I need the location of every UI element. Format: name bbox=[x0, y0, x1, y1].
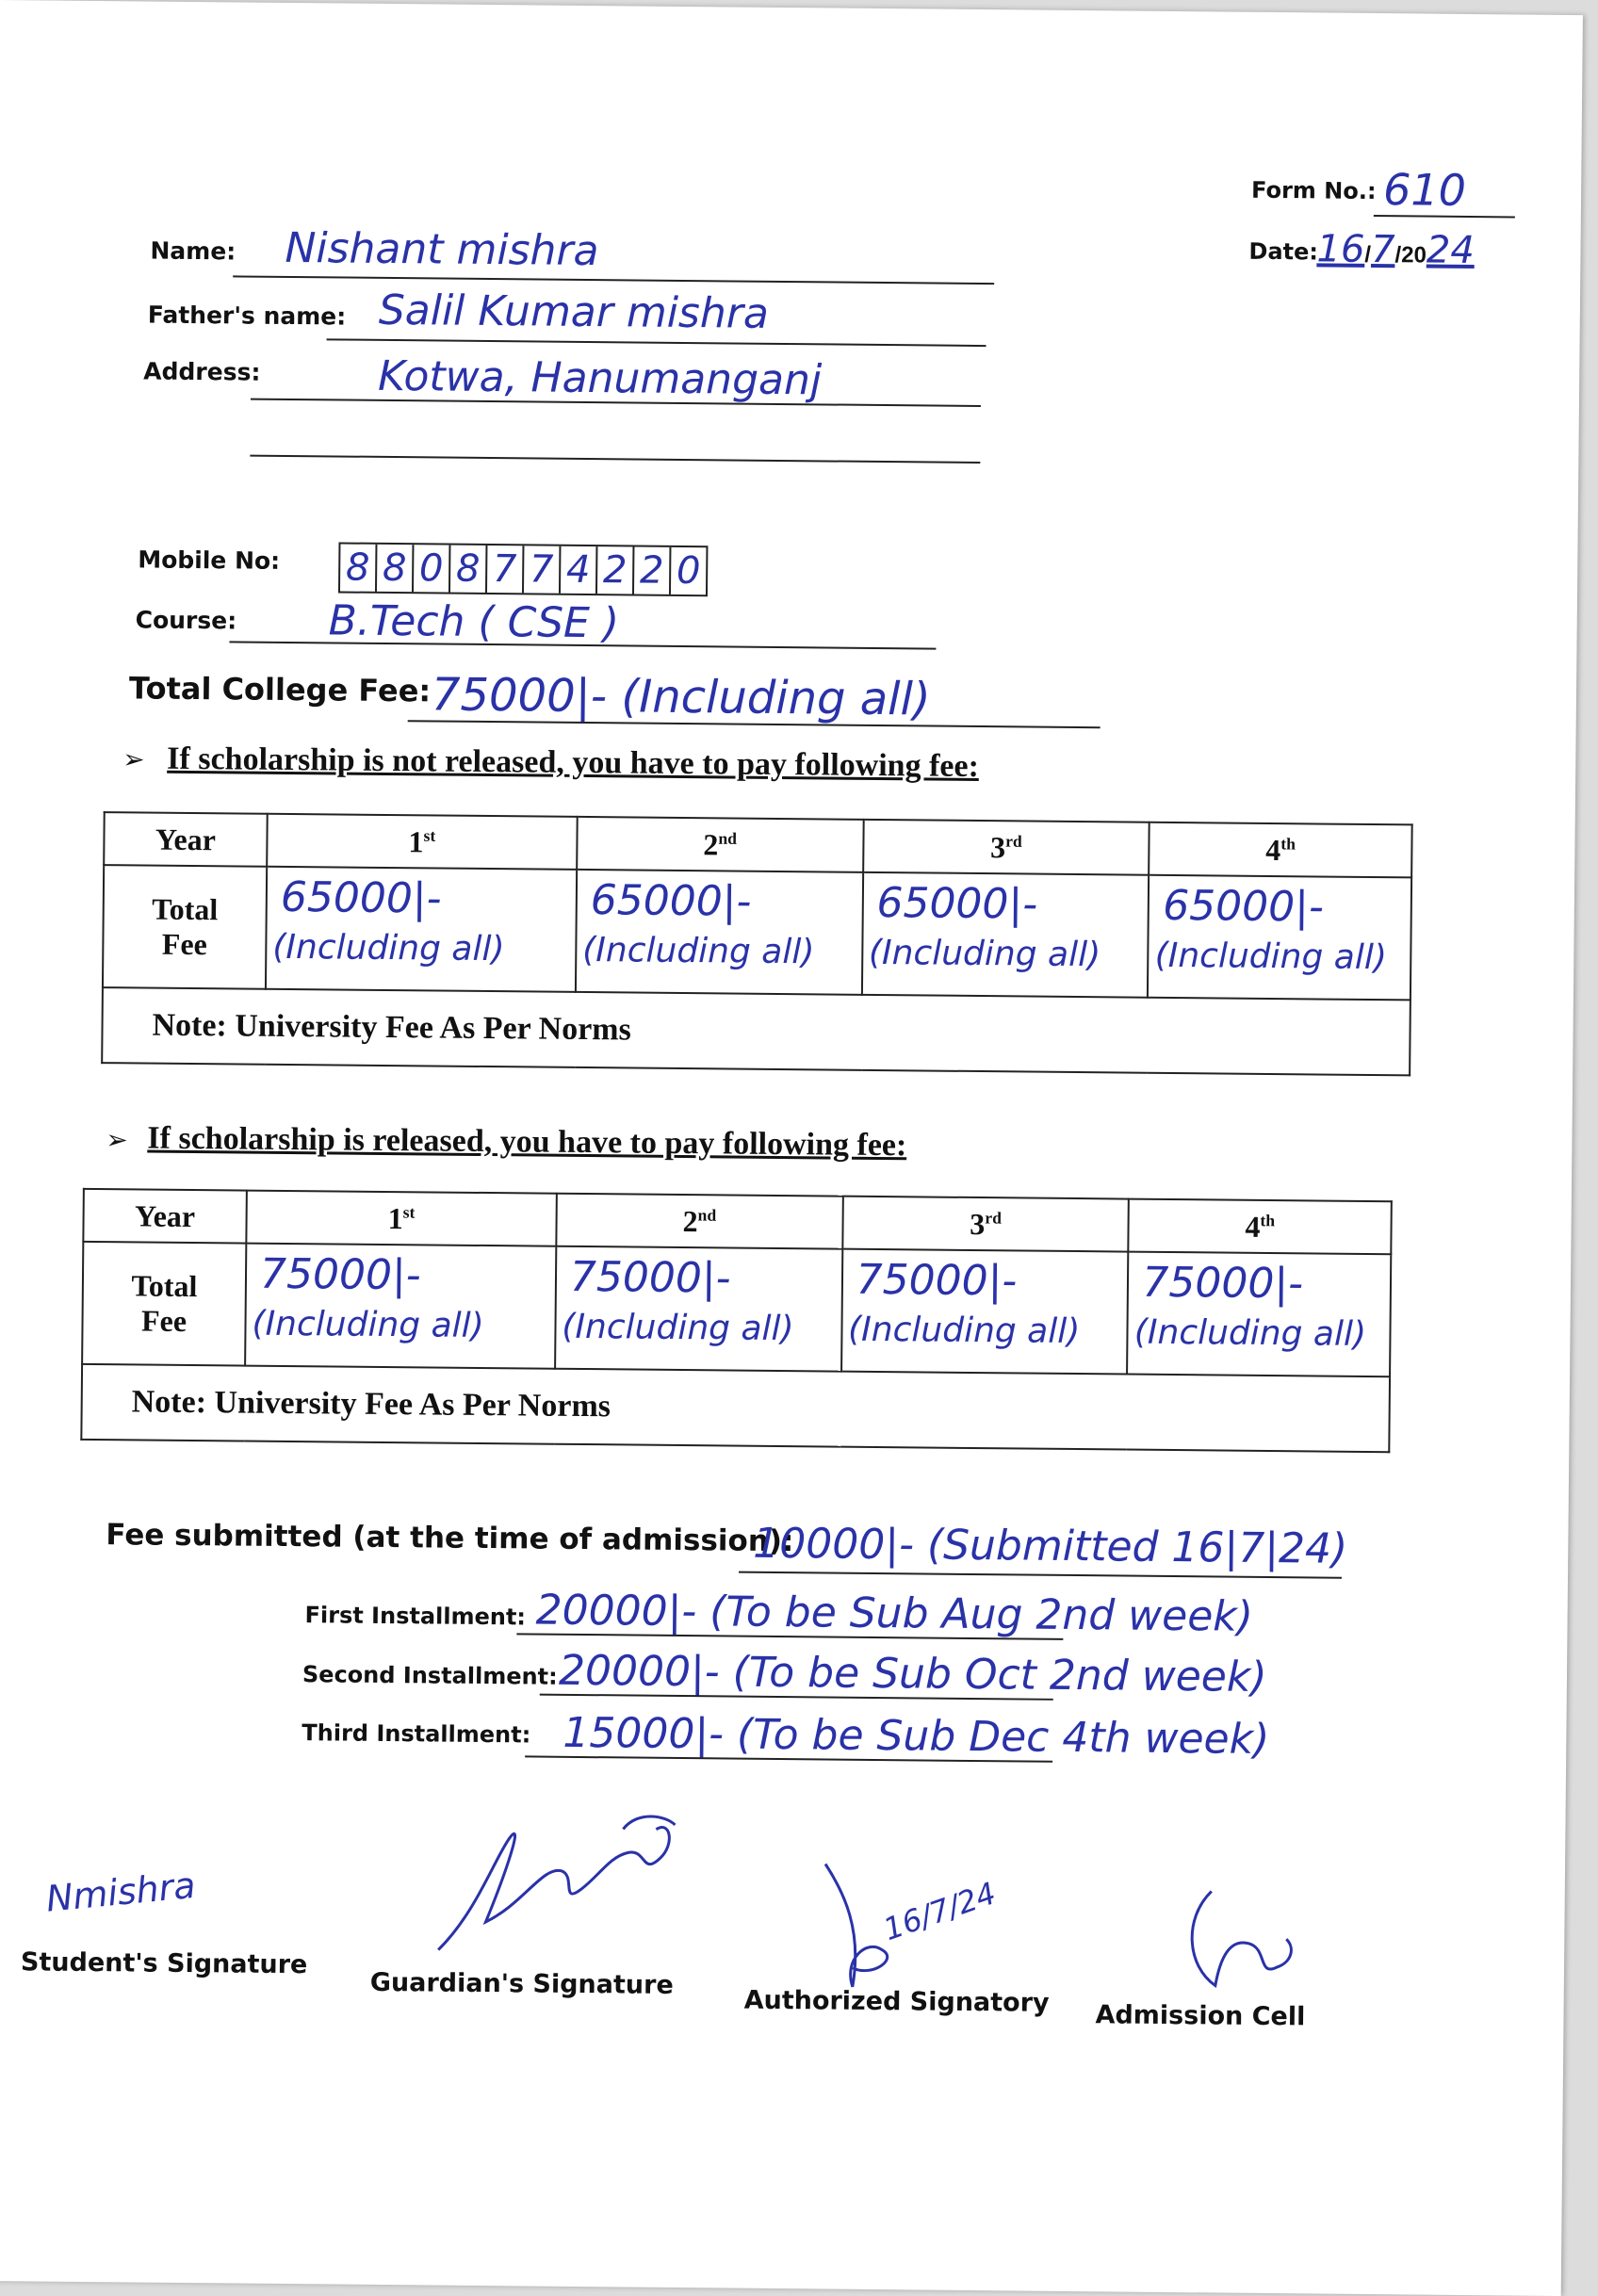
third-installment-label: Third Installment: bbox=[302, 1719, 531, 1749]
mobile-digit: 8 bbox=[377, 545, 414, 592]
year-col-1 bbox=[267, 814, 577, 870]
fee-amount: 65000|- bbox=[590, 876, 752, 926]
date-day: 16 bbox=[1316, 227, 1365, 271]
fee-cell bbox=[862, 872, 1150, 998]
year-sup: st bbox=[423, 825, 436, 845]
name-label: Name: bbox=[150, 236, 236, 266]
year-num: 4 bbox=[1245, 1209, 1261, 1244]
date-year: 24 bbox=[1426, 228, 1476, 273]
total-fee-row-label bbox=[82, 1242, 246, 1366]
first-installment-value: 20000|- (To be Sub Aug 2nd week) bbox=[535, 1586, 1254, 1641]
guardian-signature-mark bbox=[419, 1799, 694, 1971]
year-header: Year bbox=[104, 812, 268, 867]
row-label-line1: Total bbox=[152, 891, 219, 927]
fee-note: (Including all) bbox=[562, 1307, 794, 1349]
form-no-line bbox=[1374, 215, 1515, 218]
fee-cell bbox=[841, 1249, 1129, 1375]
fee-note: (Including all) bbox=[582, 930, 815, 972]
guardian-signature-label: Guardian's Signature bbox=[369, 1967, 674, 2000]
mobile-digit: 0 bbox=[676, 548, 701, 594]
mobile-digit: 8 bbox=[450, 546, 487, 593]
second-installment-label: Second Installment: bbox=[302, 1661, 558, 1690]
fee-cell bbox=[245, 1244, 556, 1369]
second-installment-value: 20000|- (To be Sub Oct 2nd week) bbox=[558, 1646, 1267, 1702]
admission-cell-signature-mark bbox=[1164, 1881, 1315, 2006]
table-row bbox=[102, 987, 1410, 1075]
year-col-3 bbox=[842, 1197, 1129, 1252]
date-sep1: / bbox=[1364, 241, 1372, 268]
fee-amount: 75000|- bbox=[569, 1252, 731, 1303]
date-sep2: /20 bbox=[1394, 242, 1427, 269]
fee-amount: 75000|- bbox=[856, 1255, 1018, 1306]
third-installment-value: 15000|- (To be Sub Dec 4th week) bbox=[563, 1708, 1270, 1765]
fee-amount: 75000|- bbox=[259, 1249, 421, 1300]
year-sup: rd bbox=[1005, 831, 1022, 851]
father-value: Salil Kumar mishra bbox=[378, 285, 770, 338]
year-sup: rd bbox=[985, 1207, 1003, 1228]
year-num: 1 bbox=[408, 823, 424, 858]
form-no-label: Form No.: bbox=[1250, 176, 1377, 205]
authorized-signatory-label: Authorized Signatory bbox=[743, 1985, 1050, 2018]
address-label: Address: bbox=[143, 357, 261, 386]
fee-cell bbox=[266, 867, 577, 992]
university-fee-note: Note: University Fee As Per Norms bbox=[102, 987, 1410, 1075]
total-fee-value: 75000|- (Including all) bbox=[431, 668, 931, 726]
year-num: 4 bbox=[1265, 832, 1281, 867]
year-sup: nd bbox=[697, 1205, 717, 1225]
mobile-digit: 0 bbox=[414, 545, 450, 592]
fee-cell bbox=[576, 870, 863, 995]
fee-amount: 65000|- bbox=[280, 872, 442, 923]
date-value bbox=[1316, 227, 1475, 272]
fee-note: (Including all) bbox=[1154, 936, 1388, 978]
row-label-line1: Total bbox=[131, 1268, 198, 1304]
mobile-digit: 7 bbox=[524, 546, 561, 593]
mobile-digit: 2 bbox=[634, 546, 671, 594]
year-col-2 bbox=[556, 1194, 842, 1249]
mobile-digit: 7 bbox=[487, 546, 524, 593]
authorized-signature-date: 16/7/24 bbox=[878, 1875, 1001, 1948]
student-signature-mark: Nmishra bbox=[43, 1864, 198, 1920]
row-label-line2: Fee bbox=[140, 1303, 188, 1338]
section2-heading: If scholarship is released, you have to pay following fee: bbox=[147, 1120, 907, 1164]
student-signature-label: Student's Signature bbox=[20, 1947, 308, 1980]
name-value: Nishant mishra bbox=[285, 223, 599, 276]
table-row bbox=[103, 865, 1411, 1000]
fee-cell bbox=[555, 1246, 842, 1372]
fee-cell bbox=[1127, 1252, 1391, 1377]
admission-cell-label: Admission Cell bbox=[1095, 2000, 1306, 2032]
fee-cell bbox=[1148, 875, 1411, 1001]
address-line-2 bbox=[250, 455, 980, 464]
year-col-4 bbox=[1150, 822, 1412, 878]
mobile-digit: 4 bbox=[561, 546, 597, 594]
course-value: B.Tech ( CSE ) bbox=[328, 596, 620, 648]
row-label-line2: Fee bbox=[161, 926, 208, 962]
fee-note: (Including all) bbox=[1133, 1312, 1367, 1354]
year-num: 2 bbox=[703, 826, 719, 861]
year-header: Year bbox=[83, 1189, 247, 1244]
year-num: 3 bbox=[970, 1206, 986, 1241]
fee-amount: 65000|- bbox=[1162, 881, 1325, 932]
fee-note: (Including all) bbox=[252, 1304, 484, 1345]
year-col-1 bbox=[246, 1191, 556, 1246]
fee-table-no-scholarship bbox=[101, 811, 1413, 1076]
address-value: Kotwa, Hanumanganj bbox=[377, 351, 823, 405]
year-sup: th bbox=[1260, 1210, 1276, 1229]
year-num: 1 bbox=[387, 1200, 403, 1235]
arrow-bullet-icon: ➢ bbox=[122, 743, 145, 775]
mobile-box bbox=[338, 542, 709, 596]
mobile-digit: 2 bbox=[597, 546, 634, 594]
year-sup: nd bbox=[718, 828, 738, 848]
course-label: Course: bbox=[135, 606, 237, 635]
year-sup: th bbox=[1280, 833, 1296, 854]
year-col-3 bbox=[863, 820, 1150, 875]
mobile-digit: 8 bbox=[340, 544, 377, 591]
first-installment-label: First Installment: bbox=[304, 1602, 527, 1631]
arrow-bullet-icon: ➢ bbox=[106, 1124, 129, 1156]
fee-amount: 65000|- bbox=[876, 878, 1038, 929]
year-col-4 bbox=[1129, 1199, 1392, 1255]
admission-fee-label: Fee submitted (at the time of admission): bbox=[106, 1518, 794, 1559]
table-row bbox=[81, 1364, 1390, 1452]
name-line bbox=[233, 275, 994, 285]
admission-fee-value: 10000|- (Submitted 16|7|24) bbox=[753, 1519, 1348, 1573]
year-sup: st bbox=[402, 1202, 416, 1222]
father-line bbox=[327, 338, 987, 347]
fee-note: (Including all) bbox=[847, 1310, 1081, 1352]
year-num: 3 bbox=[989, 829, 1006, 864]
fee-note: (Including all) bbox=[272, 927, 505, 969]
form-no-value: 610 bbox=[1382, 164, 1467, 216]
total-fee-label: Total College Fee: bbox=[128, 670, 432, 709]
table-row bbox=[82, 1242, 1391, 1376]
section1-heading: If scholarship is not released, you have to pay following fee: bbox=[167, 741, 980, 785]
year-num: 2 bbox=[682, 1203, 698, 1238]
university-fee-note: Note: University Fee As Per Norms bbox=[81, 1364, 1390, 1452]
year-col-2 bbox=[577, 817, 863, 872]
fee-note: (Including all) bbox=[868, 933, 1101, 975]
fee-table-scholarship bbox=[80, 1188, 1393, 1453]
mobile-label: Mobile No: bbox=[138, 546, 281, 575]
father-label: Father's name: bbox=[147, 301, 347, 331]
fee-amount: 75000|- bbox=[1142, 1258, 1304, 1309]
date-label: Date: bbox=[1248, 237, 1319, 266]
total-fee-row-label bbox=[103, 865, 267, 989]
date-month: 7 bbox=[1370, 227, 1395, 272]
